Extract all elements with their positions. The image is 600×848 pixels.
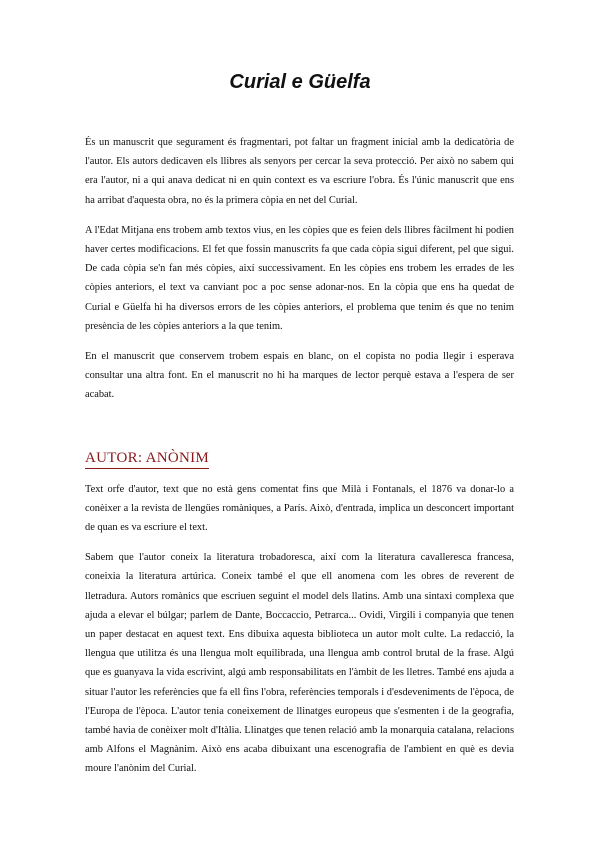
intro-paragraph-1: És un manuscrit que segurament és fragmentari, pot faltar un fragment inicial amb la dedicatòria de l'autor. Els autors dedicaven els llibres als senyors per cercar la seva protecció. Per això no sabem qui era l'autor, ni a qui anava dedicat ni en quin context es va escriure l'obra. És l'únic manuscrit que ens ha arribat d'aquesta obra, no és la primera còpia en net del Curial.	[85, 137, 514, 206]
document-body	[85, 133, 514, 790]
document-title: Curial e Güelfa	[229, 71, 371, 93]
section-heading-author: AUTOR: ANÒNIM	[85, 448, 209, 469]
author-paragraph-1: Text orfe d'autor, text que no està gens comentat fins que Milà i Fontanals, el 1876 va donar-lo a conèixer a la revista de llengües romàniques, a París. Això, d'entrada, implica un desconcert important de quan es va escriure el text.	[85, 483, 514, 534]
intro-paragraph-2: A l'Edat Mitjana ens trobem amb textos vius, en les còpies que es feien dels llibres fàcilment hi podien haver certes modificacions. El fet que fossin manuscrits fa que cada còpia sigui diferent, pel que sigui. De cada còpia se'n fan més còpies, així successivament. En les còpies ens trobem les errades de les còpies anteriors, el text va canviant poc a poc sense adonar-nos. En la còpia que ens ha quedat de Curial e Güelfa hi ha diversos errors de les còpies anteriors, el problema que tenim és que no tenim presència de les còpies anteriors a la que tenim.	[85, 224, 514, 332]
author-paragraph-2: Sabem que l'autor coneix la literatura trobadoresca, així com la literatura cavalleresca francesa, coneixia la literatura artúrica. Coneix també el que ell anomena com les obres de reverent de lletradura. Autors romànics que escriuen seguint el model dels llatins. Amb una sintaxi complexa que ajuda a elevar el búlgar; parlem de Dante, Boccaccio, Petrarca... Ovidi, Virgili i companyia que tenen un paper destacat en aquest text. Ens dibuixa aquesta biblioteca un autor molt culte. La redacció, la llengua que utilitza és una llengua molt equilibrada, una llengua amb control brutal de la frase. Algú que es guanyava la vida escrivint, algú amb responsabilitats en l'àmbit de les lletres. També ens ajuda a situar l'autor les referències que fa ell fins l'obra, referències temporals i d'esdeveniments de l'època, de l'Europa de l'època. L'autor tenia coneixement de llinatges europeus que s'esmenten i de la geografia, també havia de conèixer molt d'Itàlia. Llinatges que tenen relació amb la monarquia catalana, relacions amb Alfons el Magnànim. Això ens acaba dibuixant una escenografia de l'ambient en què es devia moure l'anònim del Curial.	[85, 552, 514, 775]
section-heading-wrapper	[85, 416, 514, 480]
intro-paragraph-3: En el manuscrit que conservem trobem espais en blanc, on el copista no podia llegir i esperava consultar una altra font. En el manuscrit no hi ha marques de lector perquè estava a l'espera de ser acabat.	[85, 351, 514, 401]
